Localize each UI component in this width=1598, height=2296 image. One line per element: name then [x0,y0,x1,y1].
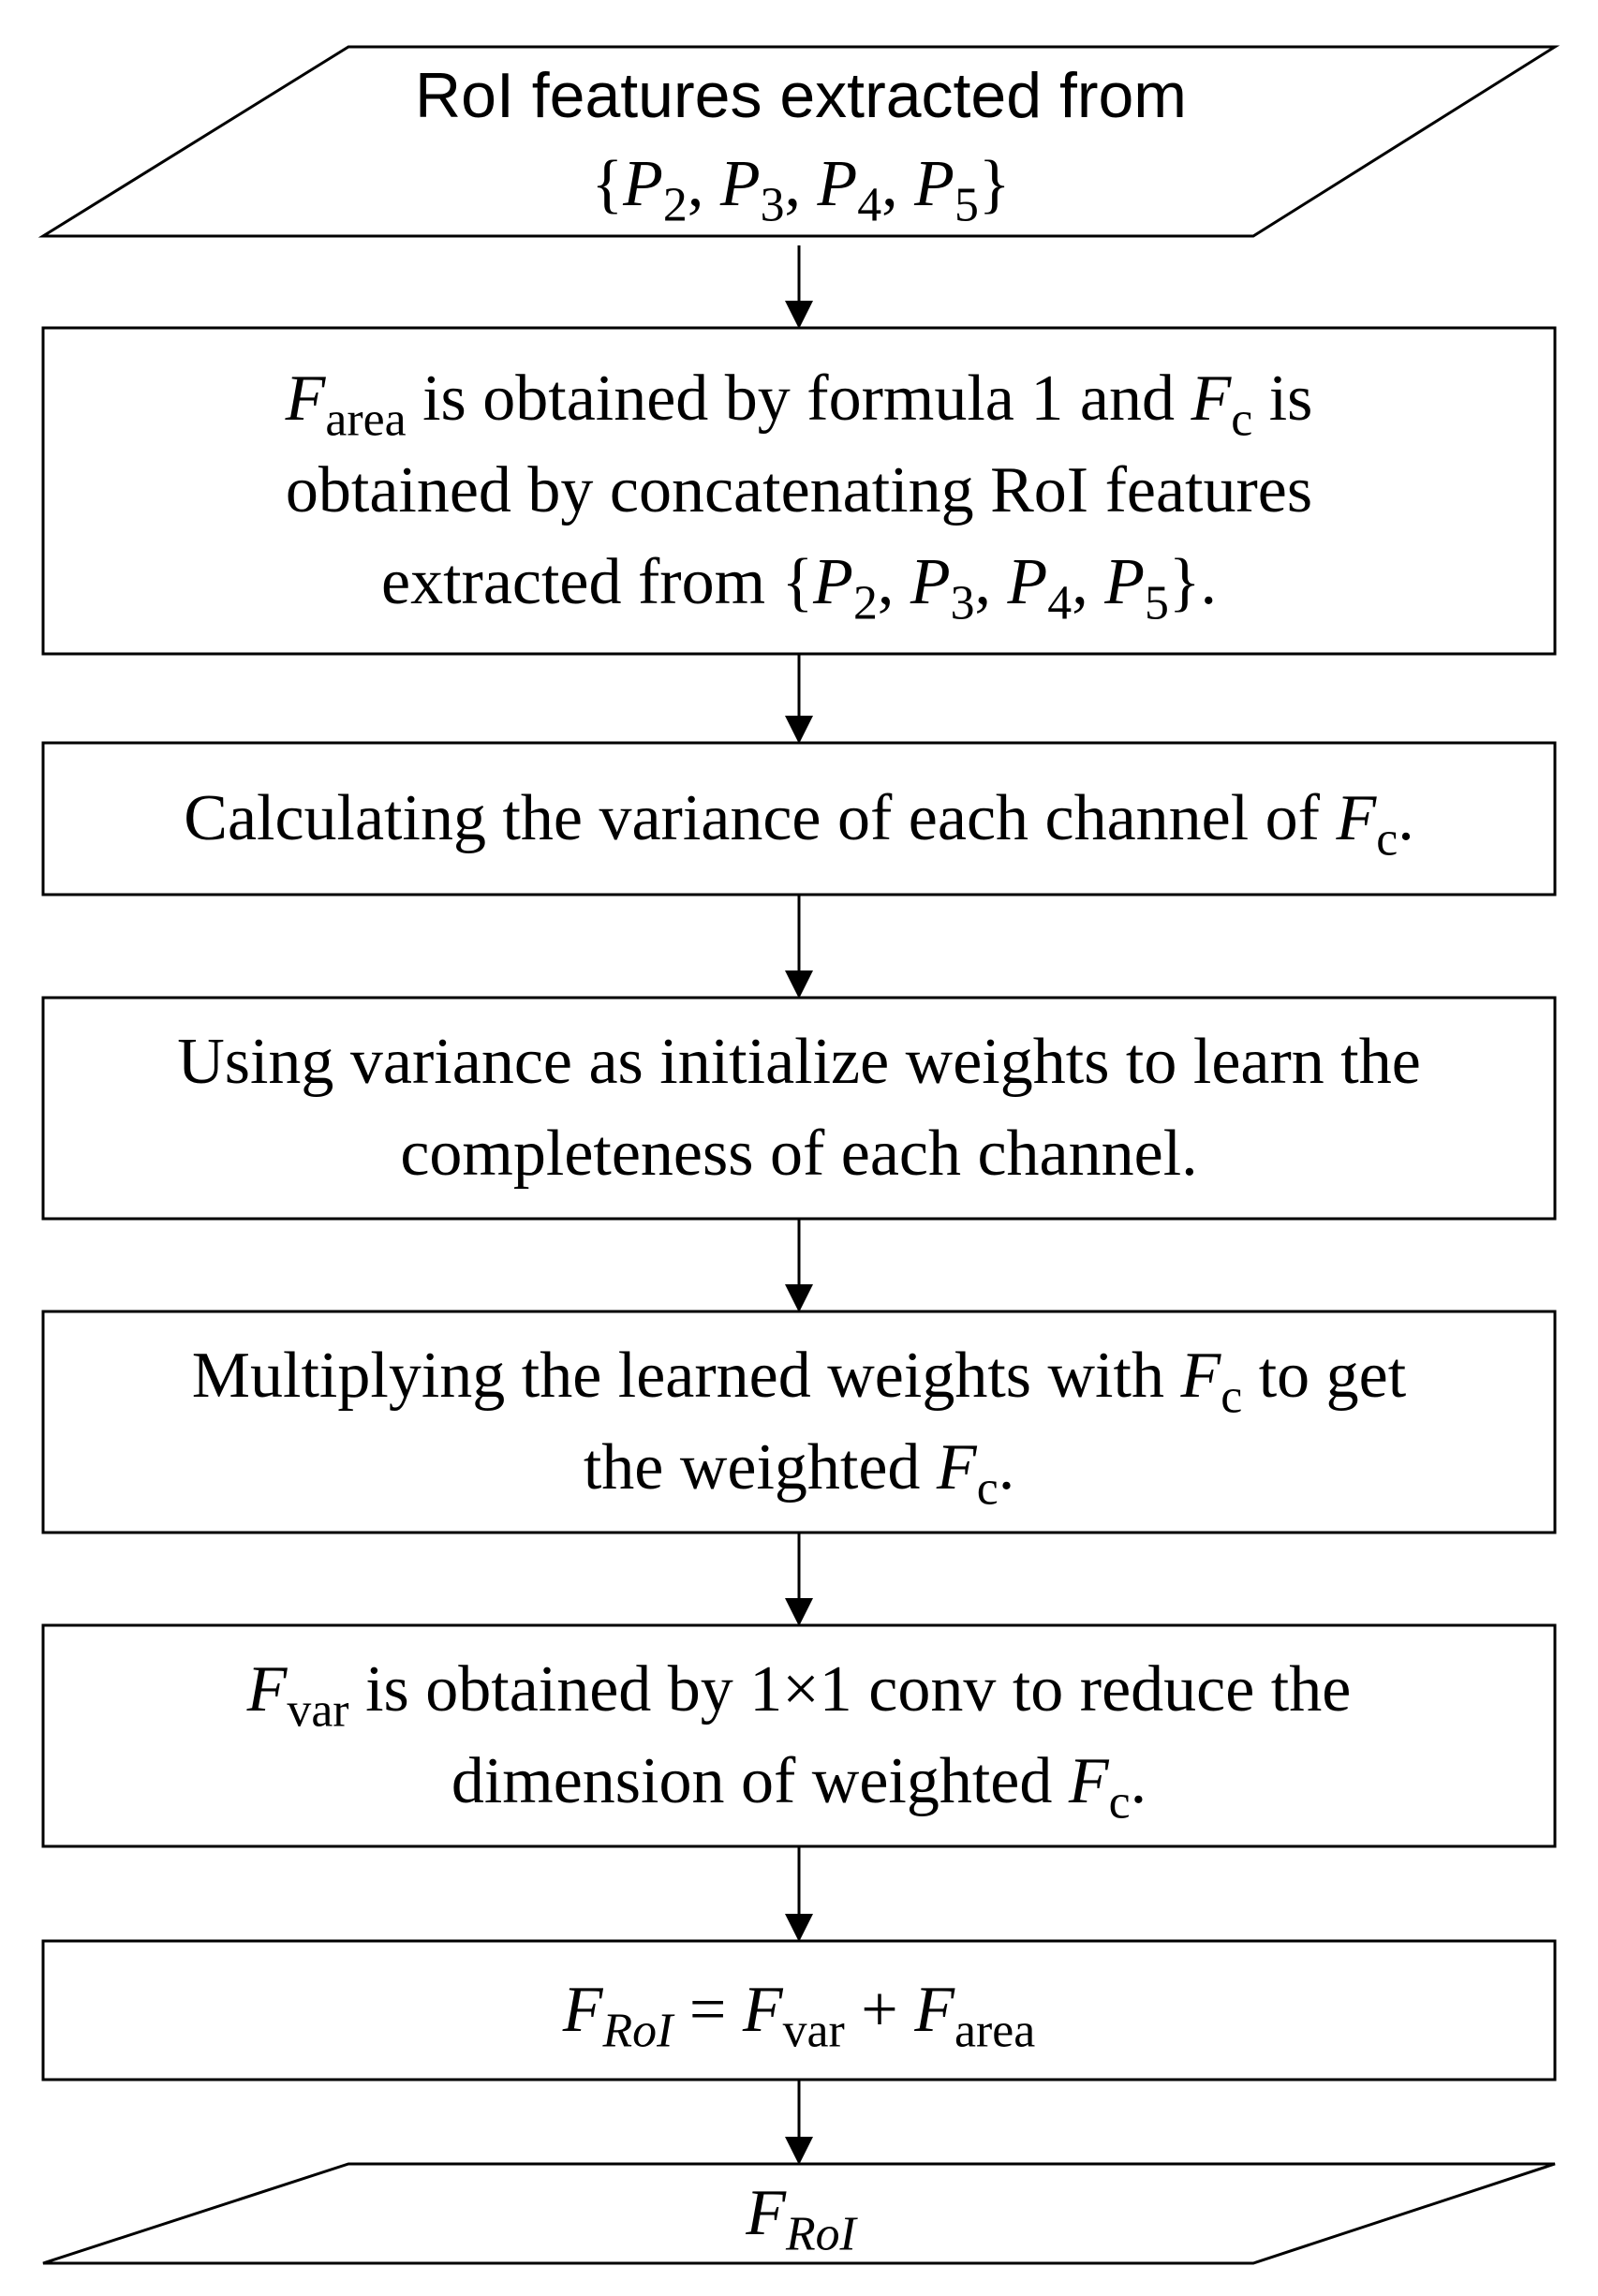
step4-label [43,1311,1555,1533]
input-line2: {$P_2$, $P_3$, $P_4$, $P_5$} [591,148,1011,232]
output-label [309,2164,1293,2263]
step4-line1: Multiplying the learned weights with $F_c$ to get [191,1340,1407,1424]
step1-line3: extracted from {$P_2$, $P_3$, $P_4$, $P_5$}. [381,546,1217,630]
step6-equation: $F_{RoI} = F_{var} + F_{area}$ [562,1974,1036,2058]
input-label [309,47,1293,236]
step6-label [43,1941,1555,2080]
step2-label [43,743,1555,895]
step1-label [43,328,1555,654]
step3-label [43,998,1555,1219]
input-line1: RoI features extracted from [415,60,1187,131]
step2-line1: Calculating the variance of each channel of $F_c$. [184,782,1414,867]
step3-line1: Using variance as initialize weights to learn the [177,1026,1421,1098]
step1-line1: $F_{area}$ is obtained by formula 1 and $F_c$ is [285,363,1313,447]
step1-line2: obtained by concatenating RoI features [285,454,1313,526]
step4-line2: the weighted $F_c$. [583,1431,1015,1516]
step5-line2: dimension of weighted $F_c$. [451,1745,1147,1829]
output-symbol: $F_{RoI}$ [746,2177,856,2261]
step3-line2: completeness of each channel. [400,1118,1198,1190]
step5-line1: $F_{var}$ is obtained by 1×1 conv to reduce the [246,1653,1352,1738]
step5-label [43,1625,1555,1846]
